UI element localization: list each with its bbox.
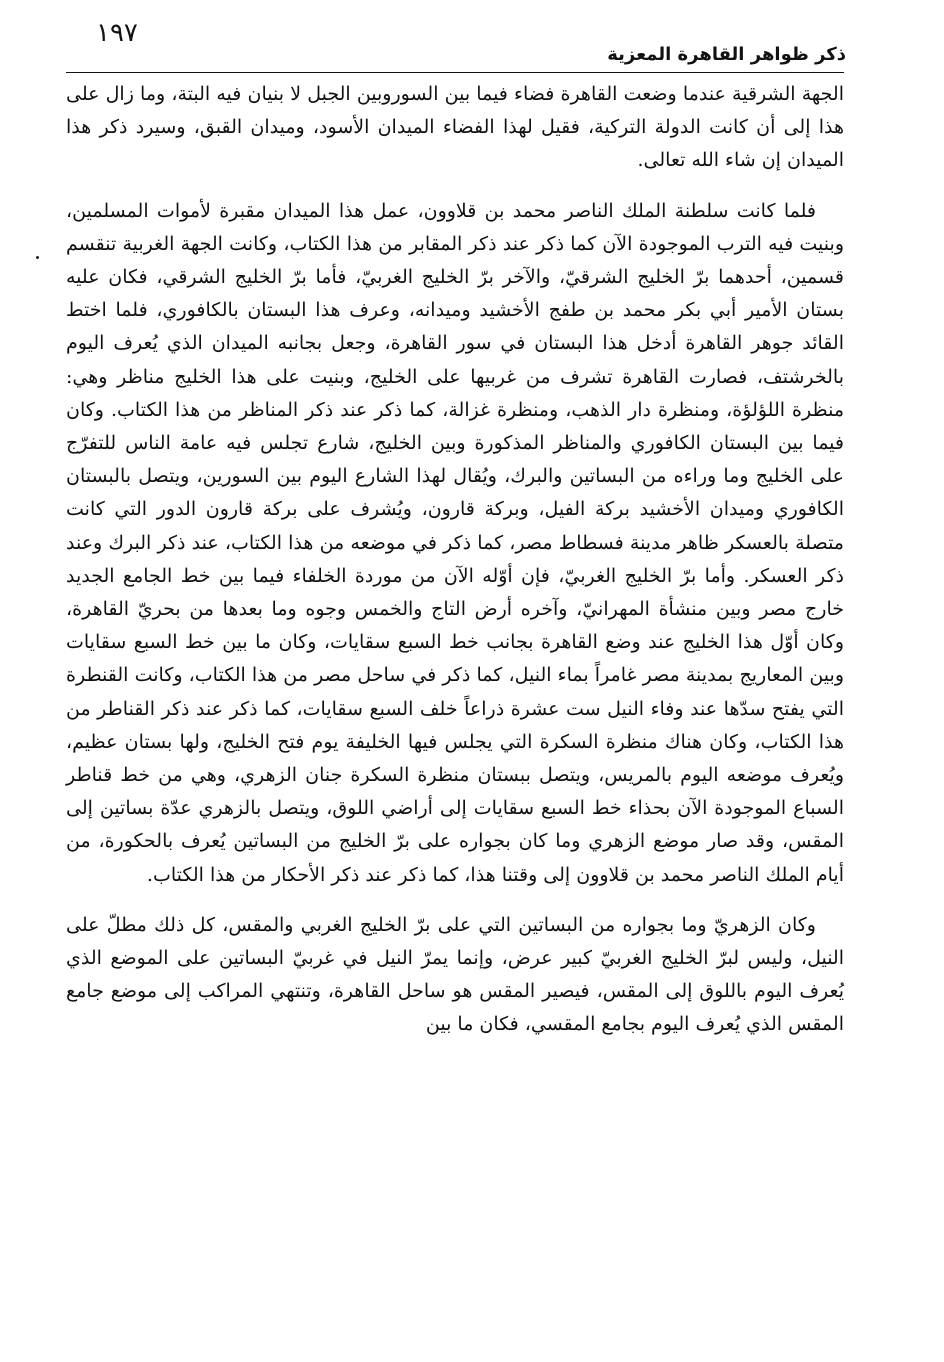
running-title: ذكر ظواهر القاهرة المعزية: [607, 44, 846, 65]
paragraph-1: الجهة الشرقية عندما وضعت القاهرة فضاء فيما بين السوروبين الجبل لا بنيان فيه البتة، وما زال على هذا إلى أن كانت الدولة التركية، فقيل لهذا الفضاء الميدان الأسود، وميدان القبق، وسيرد ذكر هذا الميدان إن شاء الله تعالى.: [66, 83, 844, 172]
paragraph-2: فلما كانت سلطنة الملك الناصر محمد بن قلاوون، عمل هذا الميدان مقبرة لأموات المسلمين، وبنيت فيه الترب الموجودة الآن كما ذكر عند ذكر المقابر من هذا الكتاب، وكانت الجهة الغربية تنقسم قسمين، أحدهما برّ الخليج الشرقيّ، والآخر برّ الخليج الغربيّ، فأما برّ الخليج الشرقي، فكان عليه بستان الأمير أبي بكر محمد بن طفج الأخشيد وميدانه، وعرف هذا البستان بالكافوري، فلما اختط القائد جوهر القاهرة أدخل هذا البستان في سور القاهرة، وجعل بجانبه الميدان الذي يُعرف اليوم بالخرشتف، فصارت القاهرة تشرف من غربيها على الخليج، وبنيت على هذا الخليج مناظر وهي: منظرة اللؤلؤة، ومنظرة دار الذهب، ومنظرة غزالة، كما ذكر عند ذكر المناظر من هذا الكتاب. وكان فيما بين البستان الكافوري والمناظر المذكورة وبين الخليج، شارع تجلس فيه عامة الناس للتفرّج على الخليج وما وراءه من البساتين والبرك، ويُقال لهذا الشارع اليوم بين السورين، ويتصل بالبستان الكافوري وميدان الأخشيد بركة الفيل، وبركة قارون، ويُشرف على بركة قارون الدور التي كانت متصلة بالعسكر ظاهر مدينة فسطاط مصر، كما ذكر في موضعه من هذا الكتاب، عند ذكر البرك وعند ذكر العسكر. وأما برّ الخليج الغربيّ، فإن أوّله الآن من موردة الخلفاء فيما بين خط الجامع الجديد خارج مصر وبين منشأة المهرانيّ، وآخره أرض التاج والخمس وجوه وما بعدها من بحريّ القاهرة، وكان أوّل هذا الخليج عند وضع القاهرة بجانب خط السبع سقايات، وكان ما بين خط السبع سقايات وبين المعاريج بمدينة مصر غامراً بماء النيل، كما ذكر في ساحل مصر من هذا الكتاب، وكانت القنطرة التي يفتح سدّها عند وفاء النيل ست عشرة ذراعاً خلف السبع سقايات، كما ذكر عند ذكر القناطر من هذا الكتاب، وكان هناك منظرة السكرة التي يجلس فيها الخليفة يوم فتح الخليج، ولها بستان عظيم، ويُعرف موضعه اليوم بالمريس، ويتصل ببستان منظرة السكرة جنان الزهري، وهي من خط قناطر السباع الموجودة الآن بحذاء خط السبع سقايات إلى أراضي اللوق، ويتصل بالزهري عدّة بساتين إلى المقس، وقد صار موضع الزهري وما كان بجواره على برّ الخليج من البساتين يُعرف بالحكورة، من أيام الملك الناصر محمد بن قلاوون إلى وقتنا هذا، كما ذكر عند ذكر الأحكار من هذا الكتاب.: [66, 199, 844, 886]
body-text: [66, 78, 844, 1042]
header-rule: [66, 72, 844, 73]
paragraph-3: وكان الزهريّ وما بجواره من البساتين التي على برّ الخليج الغربي والمقس، كل ذلك مطلّ على النيل، وليس لبرّ الخليج الغربيّ كبير عرض، وإنما يمرّ النيل في غربيّ البساتين على الموضع الذي يُعرف اليوم باللوق إلى المقس، فيصير المقس هو ساحل القاهرة، وتنتهي المراكب إلى موضع جامع المقس الذي يُعرف اليوم بجامع المقسي، فكان ما بين: [66, 913, 844, 1036]
page-number: ١٩٧: [96, 18, 138, 48]
margin-mark: [36, 256, 39, 259]
